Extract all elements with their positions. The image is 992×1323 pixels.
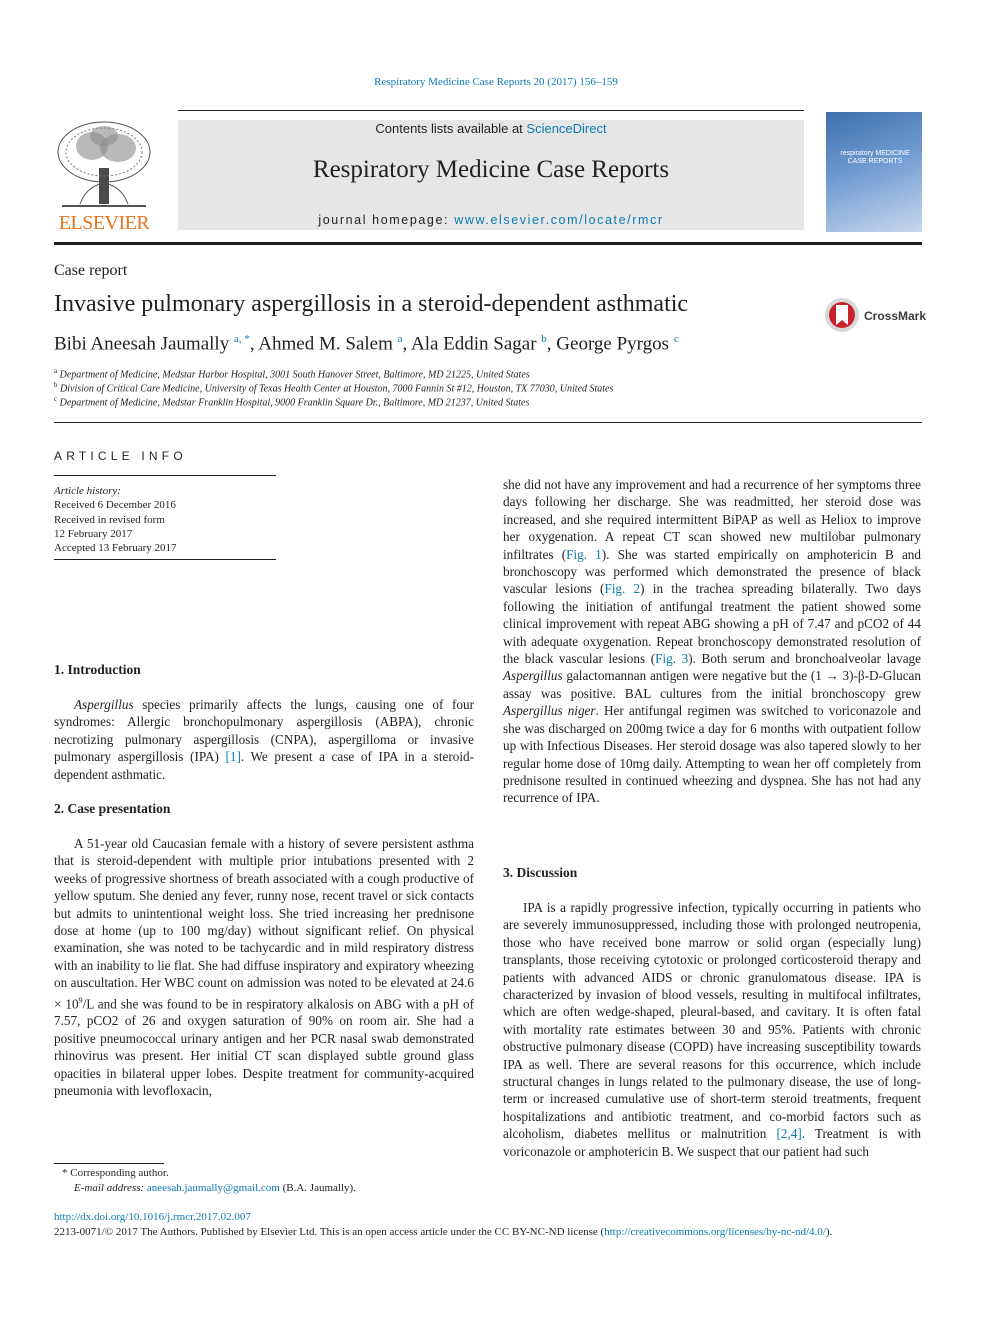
history-line: Received in revised form xyxy=(54,513,165,526)
corresponding-note: * Corresponding author. xyxy=(62,1167,169,1179)
email-label: E-mail address: xyxy=(74,1182,147,1194)
case-body-continued xyxy=(503,476,921,807)
text-run: ) in the trachea spreading bilaterally. Two days following the initiation of antifungal treatment the patient showed some clinical improvement with repeat ABG showing a pH of 7.47 and pCO2 of 44 with adequate oxygenation. Repeat bronchoscopy demonstrated resolution of the black vascular lesions ( xyxy=(503,581,921,667)
article-type: Case report xyxy=(54,262,128,279)
affiliation-mark: b xyxy=(54,381,58,389)
discussion-body xyxy=(503,899,921,1160)
copyright-line xyxy=(54,1226,832,1238)
crossmark-icon[interactable] xyxy=(824,297,860,333)
text-run: A 51-year old Caucasian female with a history of severe persistent asthma that is steroid-dependent with multiple prior intubations presented with 2 weeks of progressive shortness of breath associated with a cough productive of yellow sputum. She denied any fever, runny nose, recent travel or sick contacts but admits to unintentional weight loss. She tried increasing her prednisone dose at home (up to 100 mg/day) without significant relief. On physical examination, she was noted to be tachycardic and in mild respiratory distress with an inability to lie flat. She had diffuse inspiratory and expiratory wheezing on auscultation. Her WBC count on admission was noted to be elevated at 24.6 × 10 xyxy=(54,836,474,1012)
affiliation-mark: c xyxy=(54,395,58,403)
affiliation-mark: a xyxy=(54,367,58,375)
footnote-rule xyxy=(54,1163,164,1164)
author-affiliation-mark[interactable]: a xyxy=(397,333,403,345)
italic-term: Aspergillus niger xyxy=(503,703,596,719)
case-body xyxy=(54,835,474,1099)
affiliation-text: Division of Critical Care Medicine, University of Texas Health Center at Houston, 7000 Fannin St #12, Houston, TX 77030, United States xyxy=(60,383,614,395)
author-name[interactable]: Ala Eddin Sagar xyxy=(410,333,537,355)
paragraph xyxy=(503,899,921,1160)
author-affiliation-mark[interactable]: b xyxy=(541,333,547,345)
figure-link[interactable]: Fig. 1 xyxy=(566,546,602,562)
paragraph xyxy=(54,696,474,783)
journal-title: Respiratory Medicine Case Reports xyxy=(312,156,670,183)
email-link[interactable]: aneesah.jaumally@gmail.com xyxy=(146,1182,280,1194)
reference-link[interactable]: [2,4] xyxy=(776,1126,802,1142)
text-run: ). Both serum and bronchoalveolar lavage xyxy=(688,651,922,667)
text-run: . We present a case of IPA in a steroid-dependent asthmatic. xyxy=(54,749,474,782)
superscript: 9 xyxy=(78,995,83,1005)
header-top-rule xyxy=(178,110,804,111)
affiliation xyxy=(54,381,613,394)
author-name[interactable]: George Pyrgos xyxy=(556,333,670,355)
author-list: Bibi Aneesah Jaumally $^{a, *}$, Ahmed M. Salem $^a$, Ala Eddin Sagar $^b$, George Pyrgos $^c$ xyxy=(54,333,679,355)
copyright-text: 2213-0071/© 2017 The Authors. Published by Elsevier Ltd. This is an open access article under the CC BY-NC-ND license ( xyxy=(54,1226,605,1238)
text-run: ). She was started empirically on amphotericin B and bronchoscopy was performed which demonstrated the presence of black vascular lesions ( xyxy=(503,546,921,597)
figure-link[interactable]: Fig. 3 xyxy=(655,651,689,667)
affiliation-text: Department of Medicine, Medstar Harbor Hospital, 3001 South Hanover Street, Baltimore, MD 21225, United States xyxy=(59,369,530,381)
text-run: . Her antifungal regimen was switched to voriconazole and she was discharged on 200mg twice a day for 6 months with outpatient follow up with Infectious Diseases. Her steroid dosage was also tapered slowly to her regular home dose of 10mg daily. Attempting to wean her off completely from prednisone resulted in continued wheezing and dyspnea. She has not had any recurrence of IPA. xyxy=(503,703,921,806)
journal-homepage xyxy=(178,213,804,227)
article-info-rule xyxy=(54,559,276,560)
text-run: /L and she was found to be in respiratory alkalosis on ABG with a pH of 7.57, pCO2 of 26 and oxygen saturation of 90% on room air. She had a positive pneumococcal urinary antigen and her PCR nasal swab demonstrated rhinovirus was present. Her initial CT scan displayed subtle ground glass opacities in bilateral upper lobes. Despite treatment for community-acquired pneumonia with levofloxacin, xyxy=(54,996,475,1099)
tree-icon xyxy=(52,118,156,212)
author-affiliation-mark[interactable]: c xyxy=(673,333,679,345)
italic-term: Aspergillus xyxy=(74,697,134,712)
article-info-rule xyxy=(54,475,276,476)
journal-reference[interactable]: Respiratory Medicine Case Reports 20 (2017) 156–159 xyxy=(374,76,618,88)
author-name[interactable]: Ahmed M. Salem xyxy=(258,333,393,355)
sciencedirect-link[interactable]: ScienceDirect xyxy=(526,121,607,136)
text-run: . Treatment is with voriconazole or amphotericin B. We suspect that our patient had such xyxy=(503,1126,921,1159)
affiliation xyxy=(54,367,530,380)
italic-term: Aspergillus xyxy=(503,668,563,684)
copyright-text-end: ). xyxy=(825,1226,833,1238)
section-heading-case: 2. Case presentation xyxy=(54,801,171,816)
email-line xyxy=(54,1181,356,1196)
text-run: she did not have any improvement and had a recurrence of her symptoms three days following her discharge. She was readmitted, her steroid dose was increased, and she required intermittent BiPAP as well as Heliox to improve her oxygenation. A repeat CT scan showed new multilobar pulmonary infiltrates ( xyxy=(503,477,921,562)
affiliation xyxy=(54,395,529,408)
homepage-link[interactable]: www.elsevier.com/locate/rmcr xyxy=(454,213,664,227)
section-heading-discussion: 3. Discussion xyxy=(503,865,578,880)
journal-cover-image xyxy=(826,112,922,232)
article-history xyxy=(54,484,177,555)
figure-link[interactable]: Fig. 2 xyxy=(604,581,641,597)
contents-prefix: Contents lists available at xyxy=(375,121,527,136)
history-line: 12 February 2017 xyxy=(54,527,133,540)
elsevier-wordmark: ELSEVIER xyxy=(58,212,150,234)
doi-link[interactable]: http://dx.doi.org/10.1016/j.rmcr.2017.02.007 xyxy=(54,1211,251,1223)
paragraph xyxy=(54,835,474,1099)
cover-title: respiratory MEDICINE CASE REPORTS xyxy=(840,150,910,165)
section-heading-introduction: 1. Introduction xyxy=(54,662,141,677)
history-line: Accepted 13 February 2017 xyxy=(54,542,177,555)
introduction-body xyxy=(54,696,474,783)
text-run: species primarily affects the lungs, causing one of four syndromes: Allergic bronchopulmonary aspergillosis (ABPA), chronic necrotizing pulmonary aspergillosis (CNPA), aspergilloma or invasive pulmonary aspergillosis (IPA) xyxy=(54,697,474,765)
affiliation-text: Department of Medicine, Medstar Franklin Hospital, 9000 Franklin Square Dr., Baltimore, MD 21237, United States xyxy=(59,397,530,409)
title-block-rule xyxy=(54,422,922,423)
history-line: Received 6 December 2016 xyxy=(54,499,176,512)
article-title: Invasive pulmonary aspergillosis in a steroid-dependent asthmatic xyxy=(54,291,689,317)
reference-link[interactable]: [1] xyxy=(225,749,241,765)
history-label: Article history: xyxy=(54,485,121,497)
author-affiliation-mark[interactable]: a, * xyxy=(233,333,250,345)
corresponding-author-footnote xyxy=(54,1166,356,1196)
email-suffix: (B.A. Jaumally). xyxy=(279,1182,356,1194)
license-link[interactable]: http://creativecommons.org/licenses/by-nc-nd/4.0/ xyxy=(604,1226,826,1238)
paragraph xyxy=(503,476,921,807)
header-thick-rule xyxy=(54,242,922,245)
crossmark-label[interactable]: CrossMark xyxy=(864,309,927,323)
homepage-prefix: journal homepage: xyxy=(318,213,455,227)
contents-line xyxy=(178,121,804,136)
article-info-heading: ARTICLE INFO xyxy=(54,449,187,463)
text-run: galactomannan antigen were negative but the (1 → 3)-β-D-Glucan assay was positive. BAL cultures from the initial bronchoscopy grew xyxy=(503,668,921,701)
author-name[interactable]: Bibi Aneesah Jaumally xyxy=(54,333,230,355)
text-run: IPA is a rapidly progressive infection, typically occurring in patients who are severely immunosuppressed, including those with prolonged neutropenia, those who have received bone marrow or solid organ (especially lung) transplants, those receiving cytotoxic or prolonged corticosteroid therapy and patients with advanced AIDS or chronic granulomatous disease. IPA is characterized by invasion of blood vessels, resulting in multifocal infiltrates, which are often wedge-shaped, pleural-based, and cavitary. It is often fatal with mortality rate estimates between 30 and 95%. Patients with chronic obstructive pulmonary disease (COPD) have increasing susceptibility towards IPA as well. There are several reasons for this occurrence, which include structural changes in lungs related to the pulmonary disease, the use of long-term or increased cumulative use of short-term steroid treatments, frequent hospitalizations and antibiotic treatment, and co-morbid factors such as alcoholism, diabetes mellitus or malnutrition xyxy=(503,900,921,1142)
